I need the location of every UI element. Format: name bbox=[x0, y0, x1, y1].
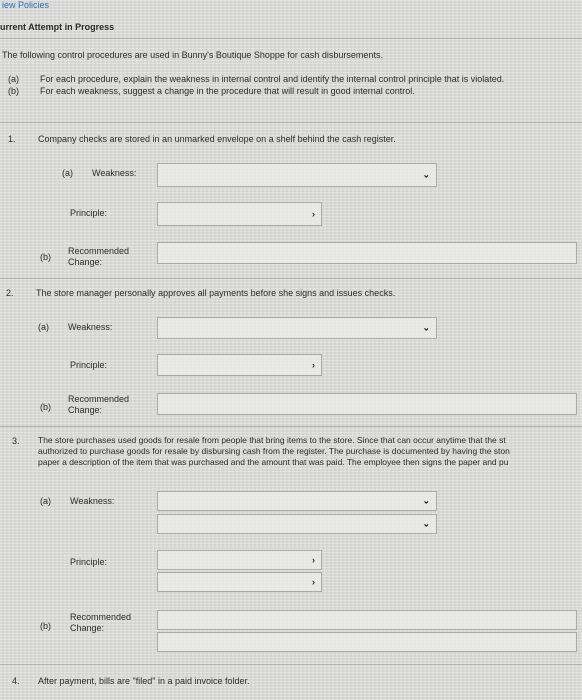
item-3-change-input-2[interactable] bbox=[157, 632, 577, 652]
item-3-principle-dropdown-1[interactable] bbox=[157, 550, 322, 570]
item-3-line-2: authorized to purchase goods for resale by disbursing cash from the register. The purchase is documented by having the ston bbox=[38, 446, 510, 456]
item-3-line-1: The store purchases used goods for resale from people that bring items to the store. Since that can occur anytime that the st bbox=[38, 435, 506, 445]
item-3-weakness-dropdown-2[interactable] bbox=[157, 514, 437, 534]
item-1-change-label: Change: bbox=[68, 257, 103, 267]
chevron-right-icon: › bbox=[312, 209, 315, 219]
item-1-part-a: (a) bbox=[62, 168, 73, 178]
divider bbox=[0, 664, 582, 665]
item-4-text: After payment, bills are "filed" in a paid invoice folder. bbox=[38, 676, 250, 686]
divider bbox=[0, 38, 582, 39]
view-policies-link[interactable]: iew Policies bbox=[2, 0, 50, 10]
item-2-change-input[interactable] bbox=[157, 393, 577, 415]
item-3-principle-label: Principle: bbox=[70, 557, 108, 567]
item-1-text: Company checks are stored in an unmarked envelope on a shelf behind the cash register. bbox=[38, 134, 396, 144]
intro-text: The following control procedures are used in Bunny's Boutique Shoppe for cash disbursements. bbox=[2, 50, 383, 60]
instruction-a-letter: (a) bbox=[8, 74, 19, 84]
item-2-weakness-dropdown[interactable] bbox=[157, 317, 437, 339]
item-2-text: The store manager personally approves all payments before she signs and issues checks. bbox=[36, 288, 396, 298]
item-3-recommended-label: Recommended bbox=[70, 612, 132, 622]
chevron-down-icon: ⌄ bbox=[422, 518, 430, 529]
item-2-weakness-label: Weakness: bbox=[68, 322, 113, 332]
chevron-down-icon: ⌄ bbox=[422, 495, 430, 506]
divider bbox=[0, 426, 582, 427]
item-1-change-input[interactable] bbox=[157, 242, 577, 264]
item-3-number: 3. bbox=[12, 436, 20, 446]
item-3-change-input-1[interactable] bbox=[157, 610, 577, 630]
item-1-number: 1. bbox=[8, 134, 16, 144]
item-2-principle-dropdown[interactable] bbox=[157, 354, 322, 376]
item-3-part-b: (b) bbox=[40, 621, 51, 631]
chevron-right-icon: › bbox=[312, 555, 315, 565]
chevron-down-icon: ⌄ bbox=[422, 322, 430, 333]
item-1-recommended-label: Recommended bbox=[68, 246, 130, 256]
item-3-weakness-dropdown-1[interactable] bbox=[157, 491, 437, 511]
item-3-change-label: Change: bbox=[70, 623, 105, 633]
item-1-weakness-label: Weakness: bbox=[92, 168, 137, 178]
chevron-right-icon: › bbox=[312, 360, 315, 370]
item-4-number: 4. bbox=[12, 676, 20, 686]
chevron-right-icon: › bbox=[312, 577, 315, 587]
item-1-part-b: (b) bbox=[40, 252, 51, 262]
instruction-b-letter: (b) bbox=[8, 86, 19, 96]
instruction-a-text: For each procedure, explain the weakness in internal control and identify the internal control principle that is violated. bbox=[40, 74, 505, 84]
divider bbox=[0, 278, 582, 279]
item-3-principle-dropdown-2[interactable] bbox=[157, 572, 322, 592]
item-2-change-label: Change: bbox=[68, 405, 103, 415]
item-2-principle-label: Principle: bbox=[70, 360, 108, 370]
item-1-weakness-dropdown[interactable] bbox=[157, 163, 437, 187]
item-2-part-a: (a) bbox=[38, 322, 49, 332]
attempt-status: urrent Attempt in Progress bbox=[0, 22, 115, 32]
item-3-part-a: (a) bbox=[40, 496, 51, 506]
instruction-b-text: For each weakness, suggest a change in the procedure that will result in good internal control. bbox=[40, 86, 415, 96]
item-3-weakness-label: Weakness: bbox=[70, 496, 115, 506]
item-1-principle-label: Principle: bbox=[70, 208, 108, 218]
item-2-number: 2. bbox=[6, 288, 14, 298]
item-1-principle-dropdown[interactable] bbox=[157, 202, 322, 226]
item-2-recommended-label: Recommended bbox=[68, 394, 130, 404]
item-3-line-3: paper a description of the item that was purchased and the amount that was paid. The employee then signs the paper and pu bbox=[38, 457, 509, 467]
item-2-part-b: (b) bbox=[40, 402, 51, 412]
divider bbox=[0, 122, 582, 123]
chevron-down-icon: ⌄ bbox=[422, 169, 430, 180]
